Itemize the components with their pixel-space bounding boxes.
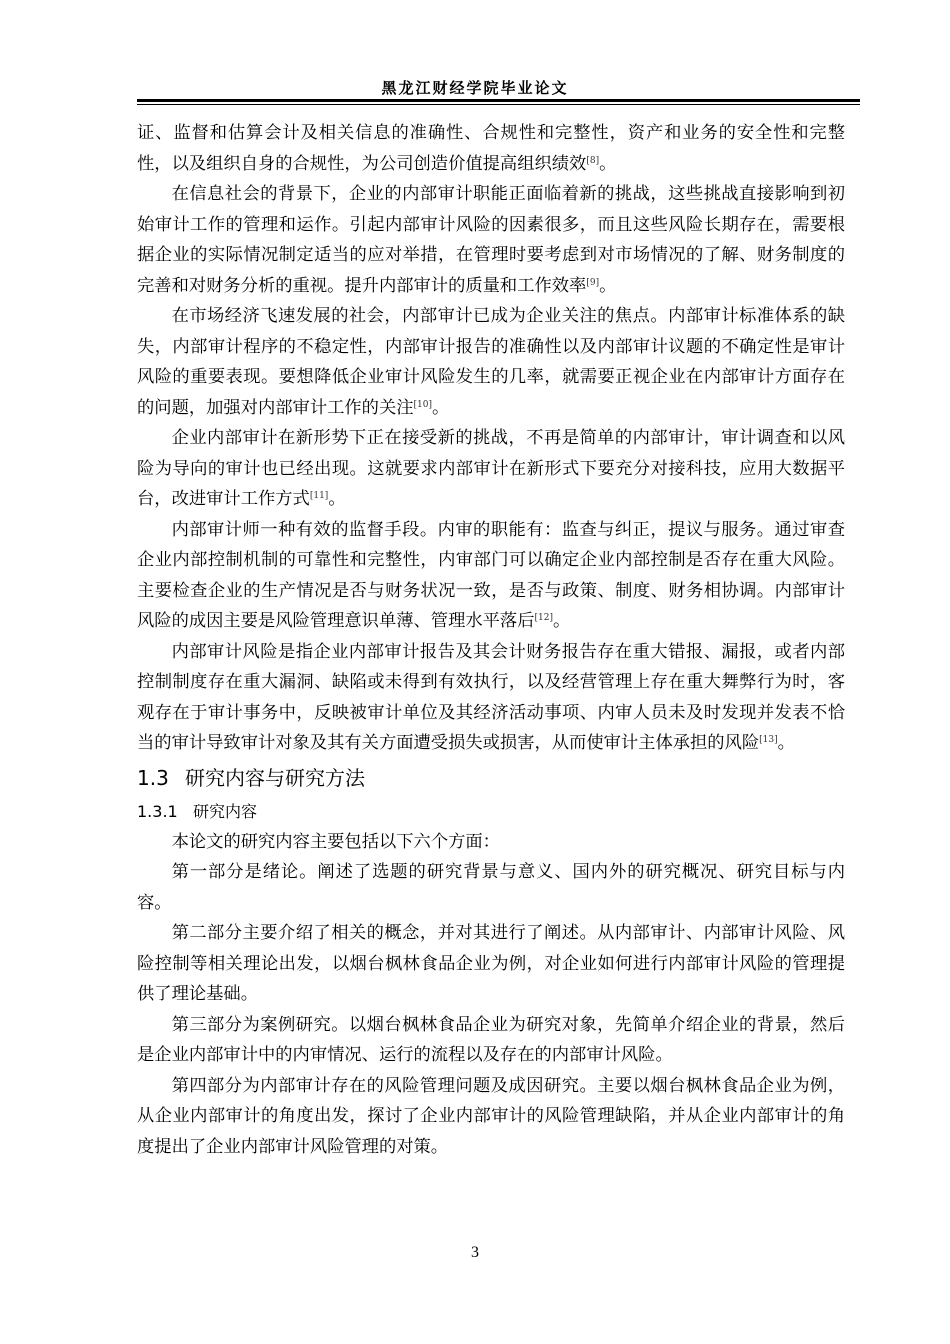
paragraph-text: 在市场经济飞速发展的社会，内部审计已成为企业关注的焦点。内部审计标准体系的缺失，内部审计程序的不稳定性，内部审计报告的准确性以及内部审计议题的不确定性是审计风险的重要表现。要想降低企业审计风险发生的几率，就需要正视企业在内部审计方面存在的问题，加强对内部审计工作的关注 <box>137 306 845 418</box>
paragraph: 第三部分为案例研究。以烟台枫林食品企业为研究对象，先简单介绍企业的背景，然后是企业内部审计中的内审情况、运行的流程以及存在的内部审计风险。 <box>137 1014 845 1065</box>
citation: [9] <box>586 277 600 288</box>
paragraph-tail: 。 <box>777 733 795 753</box>
section-number: 1.3 <box>137 765 169 790</box>
paragraph-text: 证、监督和估算会计及相关信息的准确性、合规性和完整性，资产和业务的安全性和完整性，以及组织自身的合规性，为公司创造价值提高组织绩效 <box>137 123 845 174</box>
paragraph: 第一部分是绪论。阐述了选题的研究背景与意义、国内外的研究概况、研究目标与内容。 <box>137 862 845 913</box>
citation: [10] <box>413 399 432 410</box>
paragraph-tail: 。 <box>599 275 617 296</box>
section-title: 研究内容与研究方法 <box>185 765 365 790</box>
paragraph-tail: 。 <box>432 397 450 418</box>
paragraph-tail: 。 <box>599 153 617 174</box>
header-title: 黑龙江财经学院毕业论文 <box>381 79 569 97</box>
paragraph-tail: 。 <box>328 489 346 509</box>
subsection-title: 研究内容 <box>193 801 258 821</box>
paragraph <box>137 515 845 637</box>
paragraph-tail: 。 <box>552 611 571 631</box>
paragraph-text: 内部审计师一种有效的监督手段。内审的职能有：监查与纠正，提议与服务。通过审查企业内部控制机制的可靠性和完整性，内审部门可以确定企业内部控制是否存在重大风险。主要检查企业的生产情况是否与财务状况一致，是否与政策、制度、财务相协调。内部审计风险的成因主要是风险管理意识单薄、管理水平落后 <box>137 519 845 631</box>
paragraph <box>137 423 845 515</box>
citation: [8] <box>586 155 600 166</box>
paragraph: 本论文的研究内容主要包括以下六个方面： <box>171 831 500 852</box>
section-heading <box>137 761 845 795</box>
paragraph-text: 在信息社会的背景下，企业的内部审计职能正面临着新的挑战，这些挑战直接影响到初始审计工作的管理和运作。引起内部审计风险的因素很多，而且这些风险长期存在，需要根据企业的实际情况制定适当的应对举措，在管理时要考虑到对市场情况的了解、财务制度的完善和对财务分析的重视。提升内部审计的质量和工作效率 <box>137 184 845 296</box>
citation: [13] <box>759 735 778 745</box>
paragraph: 第四部分为内部审计存在的风险管理问题及成因研究。主要以烟台枫林食品企业为例，从企业内部审计的角度出发，探讨了企业内部审计的风险管理缺陷，并从企业内部审计的角度提出了企业内部审计风险管理的对策。 <box>137 1075 845 1157</box>
subsection-number: 1.3.1 <box>137 801 178 821</box>
paragraph-text: 内部审计风险是指企业内部审计报告及其会计财务报告存在重大错报、漏报，或者内部控制制度存在重大漏洞、缺陷或未得到有效执行，以及经营管理上存在重大舞弊行为时，客观存在于审计事务中，反映被审计单位及其经济活动事项、内审人员未及时发现并发表不恰当的审计导致审计对象及其有关方面遭受损失或损害，从而使审计主体承担的风险 <box>137 641 845 753</box>
paragraph-text: 企业内部审计在新形势下正在接受新的挑战，不再是简单的内部审计，审计调查和以风险为导向的审计也已经出现。这就要求内部审计在新形式下要充分对接科技，应用大数据平台，改进审计工作方式 <box>137 428 845 509</box>
page-body <box>137 118 845 1162</box>
paragraph <box>137 301 845 423</box>
header-rule-thick <box>137 99 860 102</box>
page-number: 3 <box>471 1244 479 1261</box>
paragraph <box>137 179 845 301</box>
header-rule-thin <box>137 104 860 105</box>
paragraph <box>137 637 845 759</box>
citation: [12] <box>534 613 553 623</box>
subsection-heading <box>137 797 845 827</box>
paragraph: 第二部分主要介绍了相关的概念，并对其进行了阐述。从内部审计、内部审计风险、风险控制等相关理论出发，以烟台枫林食品企业为例，对企业如何进行内部审计风险的管理提供了理论基础。 <box>137 923 845 1004</box>
paragraph <box>137 118 845 179</box>
citation: [11] <box>309 491 329 501</box>
